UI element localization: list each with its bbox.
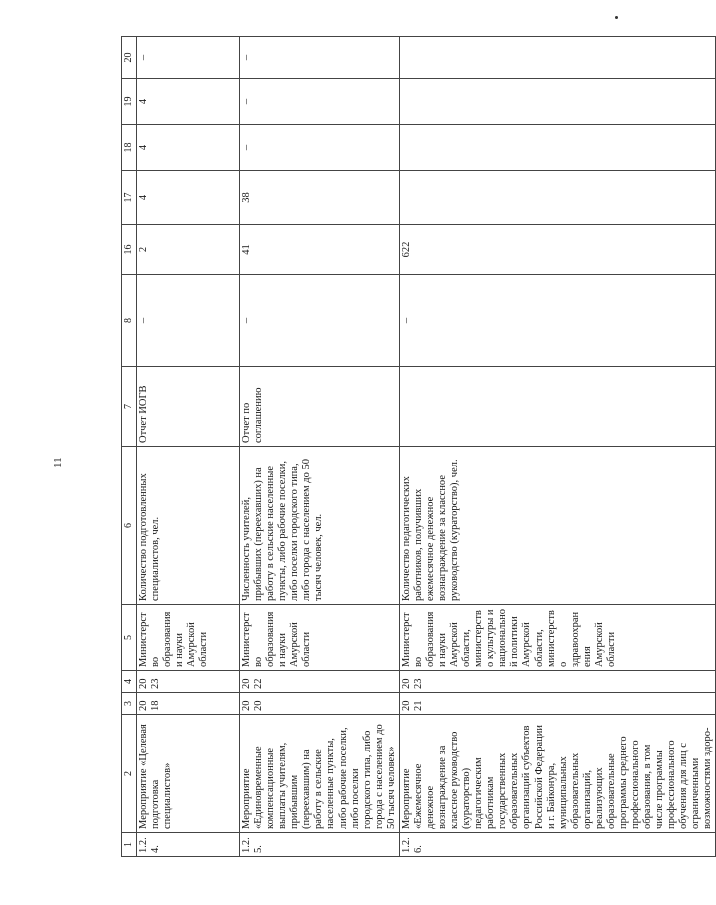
indicators-table [121,36,716,857]
header-cell: 4 [122,671,137,693]
value-col-19: 4 [137,79,240,125]
header-row [122,37,137,857]
header-cell: 18 [122,125,137,171]
header-cell: 19 [122,79,137,125]
rotated-table-container [121,37,714,857]
value-col-18 [399,125,716,171]
header-cell: 20 [122,37,137,79]
indicator: Численность учителей, прибывших (переехавших) на работу в сельские населенные пункты, либо рабочие поселки, либо поселки городского типа, либо города с населением до 50 тысяч человек, чел. [240,447,400,605]
value-col-8: – [137,275,240,367]
value-col-19: – [240,79,400,125]
table-row [399,37,716,857]
measure-name: Мероприятие «Целевая подготовка специалистов» [137,715,240,833]
value-col-20: – [240,37,400,79]
measure-name: Мероприятие «Ежемесячное денежное вознаграждение за классное руководство (кураторство) педагогическим работникам государственных образовательных организаций субъектов Российской Федерации и г. Байконура, муниципальных образовательных организаций, реализующих образовательные программы среднего профессионального образования, в том числе программы профессионального обучения для лиц с ограниченными возможностями здоро- [399,715,716,833]
value-col-20 [399,37,716,79]
value-col-20: – [137,37,240,79]
start-year: 2021 [399,693,716,715]
row-number: 1.2.4. [137,833,240,857]
header-cell: 6 [122,447,137,605]
start-year: 2020 [240,693,400,715]
header-cell: 17 [122,171,137,225]
table-row [240,37,400,857]
row-number: 1.2.5. [240,833,400,857]
value-col-16: 2 [137,225,240,275]
value-col-8: – [240,275,400,367]
executor: Министерство образования и науки Амурской области [240,605,400,671]
value-col-18: 4 [137,125,240,171]
value-col-18: – [240,125,400,171]
value-col-17: 4 [137,171,240,225]
source [399,367,716,447]
table-row [137,37,240,857]
header-cell: 2 [122,715,137,833]
source: Отчет ИОГВ [137,367,240,447]
end-year: 2023 [399,671,716,693]
value-col-16: 41 [240,225,400,275]
measure-name: Мероприятие «Единовременные компенсационные выплаты учителям, прибывшим (переехавшим) на работу в сельские населенные пункты, либо рабочие поселки, либо поселки городского типа, либо города с населением до 50 тысяч человек» [240,715,400,833]
value-col-17 [399,171,716,225]
executor: Министерство образования и науки Амурской области [137,605,240,671]
end-year: 2022 [240,671,400,693]
page-number: 11 [52,457,64,468]
start-year: 2018 [137,693,240,715]
value-col-8: – [399,275,716,367]
row-number: 1.2.6. [399,833,716,857]
header-cell: 5 [122,605,137,671]
value-col-17: 38 [240,171,400,225]
header-cell: 8 [122,275,137,367]
end-year: 2023 [137,671,240,693]
speck [615,16,618,19]
indicator: Количество педагогических работников, получивших ежемесячное денежное вознаграждение за классное руководство (кураторство), чел. [399,447,716,605]
header-cell: 3 [122,693,137,715]
header-cell: 16 [122,225,137,275]
header-cell: 1 [122,833,137,857]
value-col-19 [399,79,716,125]
indicator: Количество подготовленных специалистов, чел. [137,447,240,605]
header-cell: 7 [122,367,137,447]
value-col-16: 622 [399,225,716,275]
executor: Министерство образования и науки Амурской области, министерство культуры и национальной политики Амурской области, министерство здравоохранения Амурской области [399,605,716,671]
source: Отчет по соглашению [240,367,400,447]
